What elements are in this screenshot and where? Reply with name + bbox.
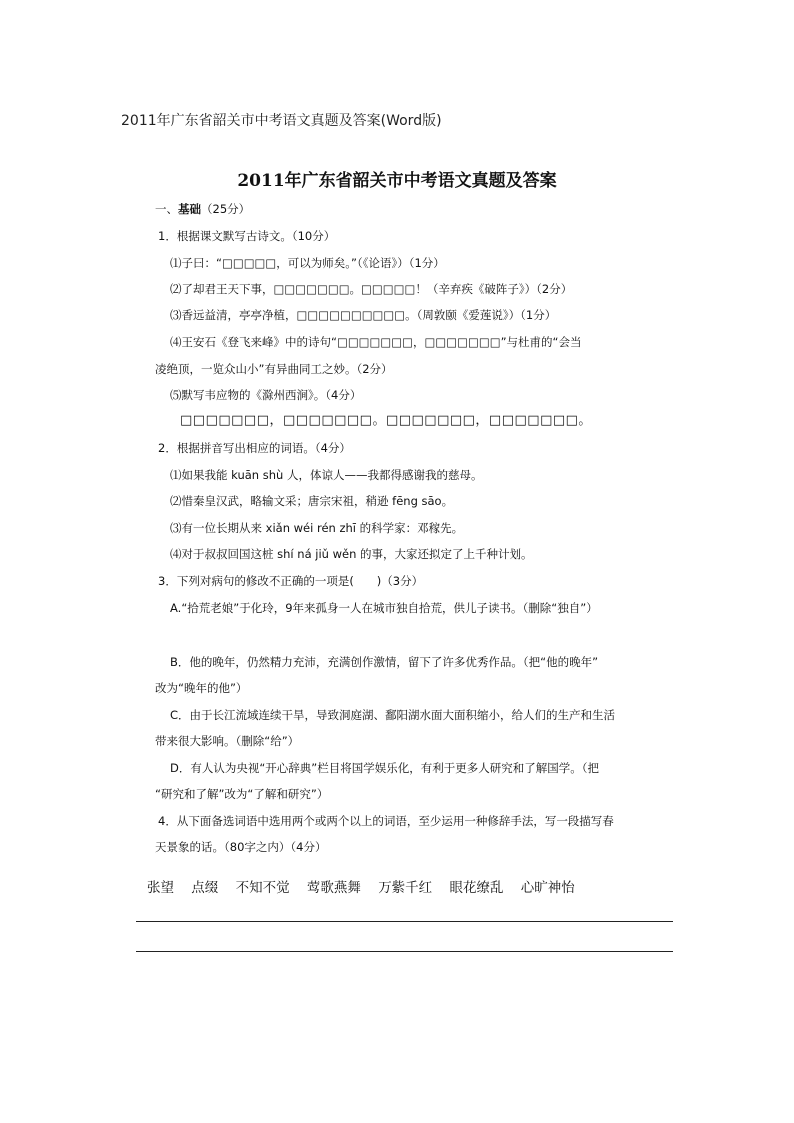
section-title: 基础 (178, 202, 201, 216)
question-1-item: ⑸默写韦应物的《滁州西涧》。（4分） (170, 388, 362, 402)
question-2-item: ⑷对于叔叔回国这桩 shí ná jiǔ wěn 的事，大家还拟定了上千种计划。 (170, 547, 533, 561)
word-bank-item: 眼花缭乱 (449, 880, 504, 896)
word-bank-item: 心旷神怡 (520, 880, 575, 896)
question-3-option-d-cont: “研究和了解”改为“了解和研究”） (155, 787, 329, 801)
question-4-stem: 4．从下面备选词语中选用两个或两个以上的词语，至少运用一种修辞手法，写一段描写春 (158, 814, 614, 828)
word-bank (147, 876, 588, 896)
section-number: 一、 (155, 202, 178, 216)
answer-line (136, 951, 673, 952)
page-title: 2011年广东省韶关市中考语文真题及答案 (237, 171, 557, 191)
question-1-item: ⑴子曰：“□□□□□，可以为师矣。”（《论语》）（1分） (170, 256, 445, 270)
question-4-stem-cont: 天景象的话。（80字之内）（4分） (155, 840, 327, 854)
question-1-item: ⑵了却君王天下事，□□□□□□□。□□□□□！（辛弃疾《破阵子》）（2分） (170, 282, 573, 296)
question-3-option-d: D．有人认为央视“开心辞典”栏目将国学娱乐化，有利于更多人研究和了解国学。（把 (170, 761, 600, 775)
question-3-option-a: A.“拾荒老娘”于化玲，9年来孤身一人在城市独自拾荒，供儿子读书。（删除“独自”） (170, 601, 598, 615)
question-3-option-b-cont: 改为“晚年的他”） (155, 681, 248, 695)
answer-line (136, 921, 673, 922)
question-2-item: ⑶有一位长期从来 xiǎn wéi rén zhī 的科学家：邓稼先。 (170, 521, 464, 535)
word-bank-item: 点缀 (191, 880, 219, 896)
word-bank-item: 不知不觉 (235, 880, 290, 896)
question-3-option-c-cont: 带来很大影响。（删除“给”） (155, 734, 300, 748)
question-2-item: ⑵惜秦皇汉武，略输文采；唐宗宋祖，稍逊 fēng sāo。 (170, 494, 454, 508)
section-score: （25分） (201, 202, 251, 216)
question-1-stem: 1．根据课文默写古诗文。（10分） (158, 229, 336, 243)
word-bank-item: 张望 (147, 880, 174, 896)
question-1-item: ⑷王安石《登飞来峰》中的诗句“□□□□□□□，□□□□□□□”与杜甫的“会当 (170, 335, 582, 349)
document-header: 2011年广东省韶关市中考语文真题及答案(Word版) (121, 113, 442, 129)
word-bank-item: 万紫千红 (378, 880, 433, 896)
question-1-item-cont: 凌绝顶，一览众山小”有异曲同工之妙。（2分） (155, 362, 393, 376)
question-1-item: ⑶香远益清，亭亭净植，□□□□□□□□□□。（周敦颐《爱莲说》）（1分） (170, 308, 557, 322)
question-2-item: ⑴如果我能 kuān shù 人，体谅人——我都得感谢我的慈母。 (170, 468, 483, 482)
question-3-option-b: B．他的晚年，仍然精力充沛，充满创作激情，留下了许多优秀作品。（把“他的晚年” (170, 655, 599, 669)
word-bank-item: 莺歌燕舞 (306, 880, 361, 896)
question-2-stem: 2．根据拼音写出相应的词语。（4分） (158, 441, 351, 455)
question-1-blanks: □□□□□□□，□□□□□□□。□□□□□□□，□□□□□□□。 (180, 413, 592, 428)
question-3-stem: 3．下列对病句的修改不正确的一项是( )（3分） (158, 574, 424, 588)
question-3-option-c: C．由于长江流域连续干旱，导致洞庭湖、鄱阳湖水面大面积缩小，给人们的生产和生活 (170, 708, 616, 722)
section-heading (155, 202, 250, 216)
